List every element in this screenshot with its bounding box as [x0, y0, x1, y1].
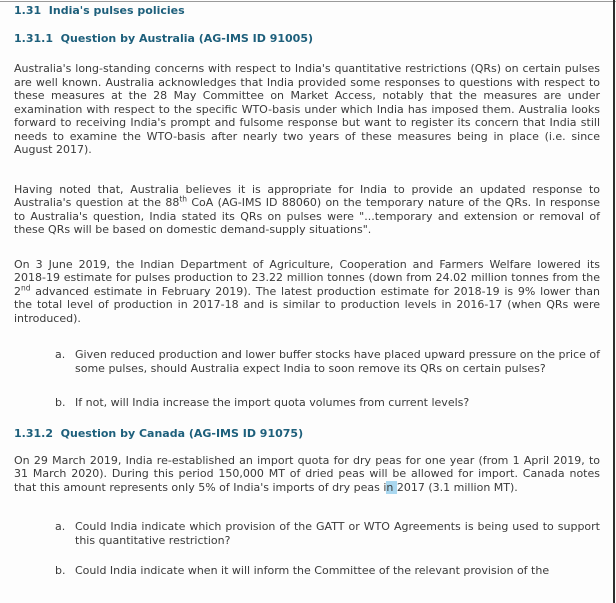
paragraph-production-estimate: On 3 June 2019, the Indian Department of Agriculture, Cooperation and Farmers Welfare lowered its 2018-19 estimate for pulses production to 23.22 million tonnes (down from 24.02 million tonnes from the 2nd advanced estimate in February 2019). The latest production estimate for 2018-19 is 9% lower than the total level of production in 2017-18 and is similar to production levels in 2016-17 (when QRs were introduced). [14, 257, 600, 325]
subsection-heading-canada: 1.31.2 Question by Canada (AG-IMS ID 91075) [14, 426, 304, 440]
paragraph-australia-updated-response: Having noted that, Australia believes it is appropriate for India to provide an updated response to Australia's question at the 88th CoA (AG-IMS ID 88060) on the temporary nature of the QRs. In response to Australia's question, India stated its QRs on pulses were "...temporary and extension or removal of these QRs will be based on domestic demand-supply situations". [14, 182, 600, 236]
question-text: Given reduced production and lower buffer stocks have placed upward pressure on the price of some pulses, should Australia expect India to soon remove its QRs on certain pulses? [75, 348, 600, 375]
section-heading: 1.31 India's pulses policies [14, 4, 185, 17]
question-item-canada-a [14, 520, 600, 547]
question-text: Could India indicate which provision of the GATT or WTO Agreements is being used to support this quantitative restriction? [75, 520, 600, 547]
paragraph-canada-quota: On 29 March 2019, India re-established an import quota for dry peas for one year (from 1 April 2019, to 31 March 2020). During this period 150,000 MT of dried peas will be allowed for import. Canada notes that this amount represents only 5% of India's imports of dry peas in 2017 (3.1 million MT). [14, 453, 600, 494]
question-marker: a. [55, 520, 66, 533]
question-text: If not, will India increase the import quota volumes from current levels? [75, 396, 470, 409]
subsection-heading-australia: 1.31.1 Question by Australia (AG-IMS ID 91005) [14, 32, 314, 45]
question-marker: b. [55, 396, 66, 409]
question-text: Could India indicate when it will inform the Committee of the relevant provision of the [75, 564, 550, 577]
question-item-canada-b [14, 564, 600, 578]
question-item-australia-a [14, 348, 600, 375]
question-item-australia-b [14, 396, 600, 410]
text-highlight: n [386, 480, 397, 494]
paragraph-australia-concerns: Australia's long-standing concerns with respect to India's quantitative restrictions (QRs) on certain pulses are well known. Australia acknowledges that India provided some responses to questions with respect to these measures at the 28 May Committee on Market Access, notably that the measures are under examination with respect to the specific WTO-basis under which India has imposed them. Australia looks forward to receiving India's prompt and fulsome response but want to register its concern that India still needs to examine the WTO-basis after nearly two years of these measures being in place (i.e. since August 2017). [14, 62, 600, 156]
question-marker: b. [55, 564, 66, 577]
question-marker: a. [55, 348, 66, 361]
